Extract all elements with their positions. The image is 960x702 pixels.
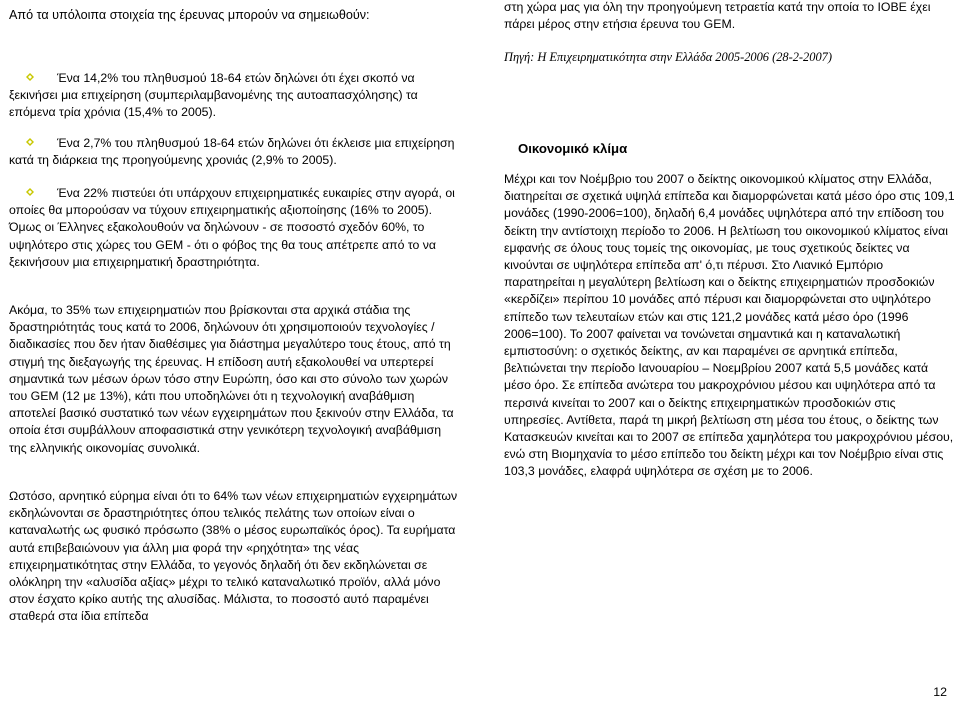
intro-text: Από τα υπόλοιπα στοιχεία της έρευνας μπορούν να σημειωθούν:	[9, 8, 370, 22]
diamond-bullet-icon	[26, 138, 34, 146]
body-paragraph: Ακόμα, το 35% των επιχειρηματιών που βρίσκονται στα αρχικά στάδια της δραστηριότητάς τους κατά το 2006, δηλώνουν ότι χρησιμοποιούν τεχνολογίες / διαδικασίες που δεν ήταν διαθέσιμες για διάστημα μεγαλύτερο τους έτους, από τη στιγμή της διεξαγωγής της έρευνας. Η επίδοση αυτή εξακολουθεί να υπερτερεί σημαντικά των μέσων όρων τόσο στην Ευρώπη, όσο και στο σύνολο των χωρών του GEM (12 με 13%), κάτι που υποδηλώνει ότι η τεχνολογική αναβάθμιση αποτελεί βασικό συστατικό των νέων εγχειρημάτων που ξεκινούν στην Ελλάδα, τα οποία έτσι συμβάλλουν αποφασιστικά στην γενικότερη τεχνολογική αναβάθμιση της ελληνικής οικονομίας συνολικά.	[9, 303, 454, 455]
bullet-text: Ένα 14,2% του πληθυσμού 18-64 ετών δηλώνει ότι έχει σκοπό να ξεκινήσει μια επιχείρηση (συμπεριλαμβανομένης της αυτοαπασχόλησης) τα επόμενα τρία χρόνια (15,4% το 2005).	[9, 71, 418, 120]
diamond-bullet-icon	[26, 73, 34, 81]
body-paragraph: Ωστόσο, αρνητικό εύρημα είναι ότι το 64% των νέων επιχειρηματιών εγχειρημάτων εκδηλώνονται σε δραστηριότητες όπου τελικός πελάτης των οποίων είναι ο καταναλωτής ως φυσικό πρόσωπο (38% ο μέσος ευρωπαϊκός όρος). Τα ευρήματα αυτά επιβεβαιώνουν για άλλη μια φορά την «ρηχότητα» της νέας επιχειρηματικότητας στην Ελλάδα, το γεγονός δηλαδή ότι δεν εκδηλώνεται σε ολόκληρη την «αλυσίδα αξίας» μέχρι το τελικό καταναλωτικό προϊόν, αλλά μόνο στον έσχατο κρίκο αυτής της αλυσίδας. Μάλιστα, το ποσοστό αυτό παραμένει σταθερά στα ίδια επίπεδα	[9, 489, 458, 624]
page-number: 12	[933, 685, 947, 699]
bullet-text: Ένα 22% πιστεύει ότι υπάρχουν επιχειρηματικές ευκαιρίες στην αγορά, οι οποίες θα μπορούσαν να τύχουν επιχειρηματικής αξιοποίησης (16% το 2005). Όμως οι Έλληνες εξακολουθούν να δηλώνουν - σε ποσοστό σχεδόν 60%, το υψηλότερο στις χώρες του GEM - ότι ο φόβος της θα τους απέτρεπε από το να ξεκινήσουν μια επιχειρηματική δραστηριότητα.	[9, 186, 455, 269]
body-paragraph: Μέχρι και τον Νοέμβριο του 2007 ο δείκτης οικονομικού κλίματος στην Ελλάδα, διατηρείται σε σχετικά υψηλά επίπεδα και διαμορφώνεται κατά μέσο όρο στις 109,1 μονάδες (1990-2006=100), δηλαδή 6,4 μονάδες υψηλότερα από την επίδοση του δείκτη την αντίστοιχη περίοδο το 2006. Η βελτίωση του οικονομικού κλίματος είναι εμφανής σε όλους τους τομείς της οικονομίας, με τους σχετικούς δείκτες να κινούνται σε υψηλότερα επίπεδα απ' ό,τι πέρυσι. Στο Λιανικό Εμπόριο παρατηρείται η μεγαλύτερη βελτίωση και ο δείκτης επιχειρηματιών προσδοκιών «κερδίζει» περίπου 10 μονάδες από πέρυσι και διαμορφώνεται στο υψηλότερο επίπεδο των τελευταίων ετών και στις 121,2 μονάδες κατά μέσο όρο (1996 2006=100). Το 2007 φαίνεται να τονώνεται σημαντικά και η καταναλωτική εμπιστοσύνη: ο σχετικός δείκτης, αν και παραμένει σε αρνητικά επίπεδα, βελτιώνεται την περίοδο Ιανουαρίου – Νοεμβρίου 2007 κατά 5,5 μονάδες κατά μέσο όρο. Σε επίπεδα ανώτερα του μακροχρόνιου μέσου και υψηλότερα από τα περσινά κινείται το 2007 και ο δείκτης επιχειρηματικών προσδοκιών στις υπηρεσίες. Αντίθετα, παρά τη μικρή βελτίωση στη μέσα του έτους, ο δείκτης των Κατασκευών κινείται και το 2007 σε επίπεδα χαμηλότερα του μακροχρόνιου μέσου, ενώ στη Βιομηχανία το μέσο επίπεδο του δείκτη μέχρι και τον Νοέμβριο είναι στις 103,3 μονάδες, ελαφρά υψηλότερα σε σχέση με το 2006.	[504, 172, 955, 479]
source-caption: Πηγή: Η Επιχειρηματικότητα στην Ελλάδα 2005-2006 (28-2-2007)	[504, 50, 832, 64]
diamond-bullet-icon	[26, 188, 34, 196]
continued-text: στη χώρα μας για όλη την προηγούμενη τετραετία κατά την οποία το ΙΟΒΕ έχει πάρει μέρος στην ετήσια έρευνα του GEM.	[504, 0, 931, 32]
bullet-item	[9, 185, 461, 271]
section-heading: Οικονομικό κλίμα	[518, 141, 628, 156]
bullet-text: Ένα 2,7% του πληθυσμού 18-64 ετών δηλώνει ότι έκλεισε μια επιχείρηση κατά τη διάρκεια της προηγούμενης χρονιάς (2,9% το 2005).	[9, 136, 455, 168]
bullet-item	[9, 135, 461, 169]
bullet-item	[9, 70, 461, 122]
